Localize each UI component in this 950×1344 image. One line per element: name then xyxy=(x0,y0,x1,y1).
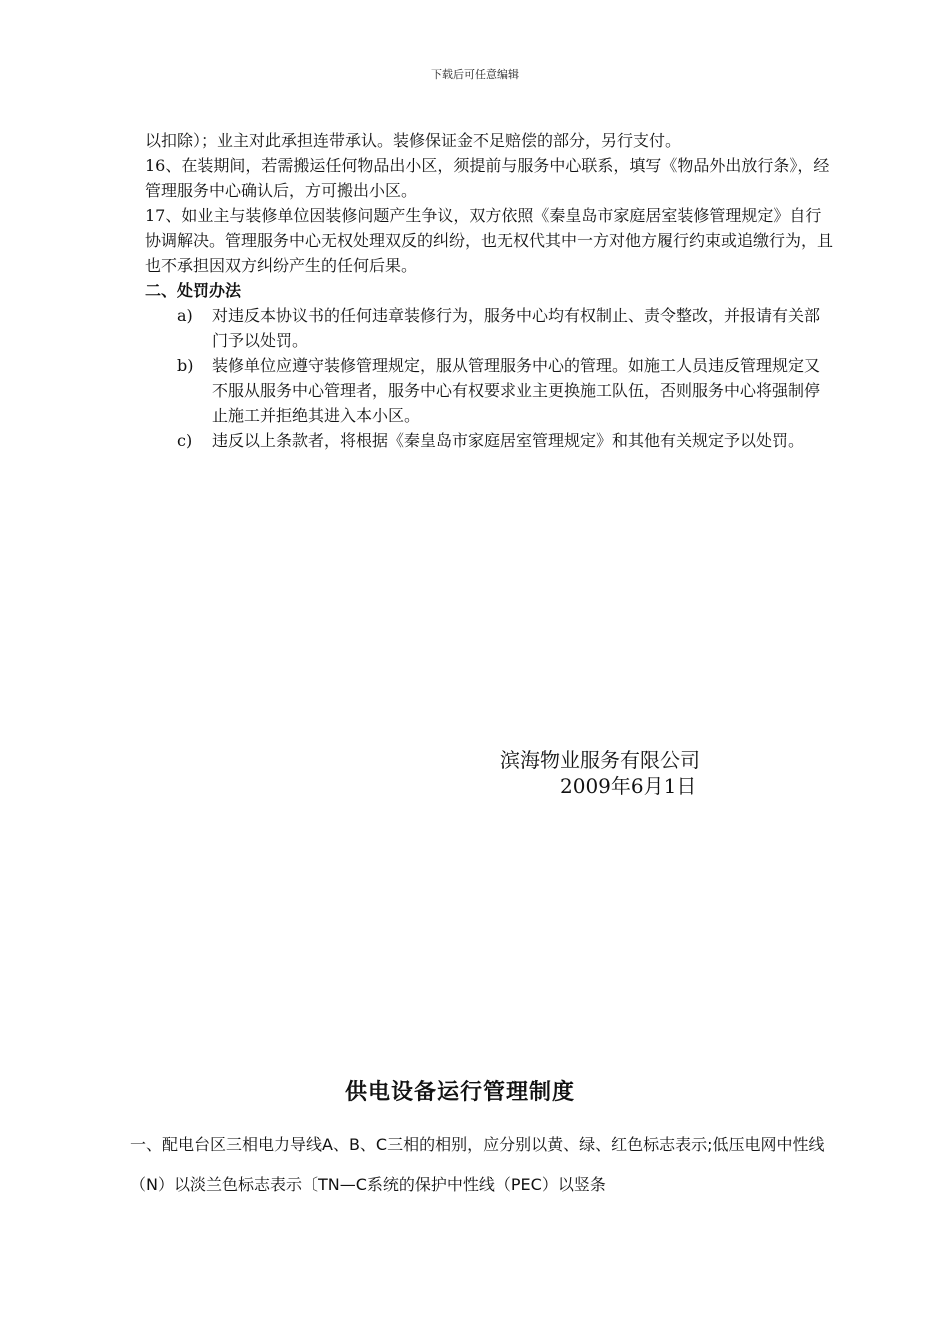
penalty-item-b xyxy=(145,353,835,428)
penalty-item-a xyxy=(145,303,835,353)
list-item-text: 对违反本协议书的任何违章装修行为，服务中心均有权制止、责令整改，并报请有关部门予以处罚。 xyxy=(212,306,821,350)
list-marker: c) xyxy=(177,431,193,450)
document-paragraph: 一、配电台区三相电力导线A、B、C三相的相别，应分别以黄、绿、红色标志表示;低压电网中性线（N）以淡兰色标志表示〔TN—C系统的保护中性线（PEC）以竖条 xyxy=(130,1135,825,1194)
list-item-text: 装修单位应遵守装修管理规定，服从管理服务中心的管理。如施工人员违反管理规定又不服从服务中心管理者，服务中心有权要求业主更换施工队伍，否则服务中心将强制停止施工并拒绝其进入本小区。 xyxy=(212,356,821,425)
agreement-body xyxy=(145,128,835,453)
list-marker: b) xyxy=(177,356,194,375)
list-marker: a) xyxy=(177,306,193,325)
signature-date: 2009年6月1日 xyxy=(560,774,697,798)
header-note: 下载后可任意编辑 xyxy=(431,68,519,81)
signature-company: 滨海物业服务有限公司 xyxy=(500,748,700,772)
document-title: 供电设备运行管理制度 xyxy=(344,1080,575,1105)
paragraph-continuation: 以扣除）；业主对此承担连带承认。装修保证金不足赔偿的部分，另行支付。 xyxy=(145,131,682,150)
penalty-item-c xyxy=(145,428,835,453)
signature-block xyxy=(500,747,740,799)
section-title-penalties: 二、处罚办法 xyxy=(145,281,242,300)
list-item-text: 违反以上条款者，将根据《秦皇岛市家庭居室管理规定》和其他有关规定予以处罚。 xyxy=(212,431,805,450)
paragraph-item-17: 17、如业主与装修单位因装修问题产生争议，双方依照《秦皇岛市家庭居室装修管理规定》自行协调解决。管理服务中心无权处理双反的纠纷，也无权代其中一方对他方履行约束或追缴行为，且也不承担因双方纠纷产生的任何后果。 xyxy=(145,206,834,275)
paragraph-item-16: 16、在装期间，若需搬运任何物品出小区，须提前与服务中心联系，填写《物品外出放行条》，经管理服务中心确认后，方可搬出小区。 xyxy=(145,156,830,200)
